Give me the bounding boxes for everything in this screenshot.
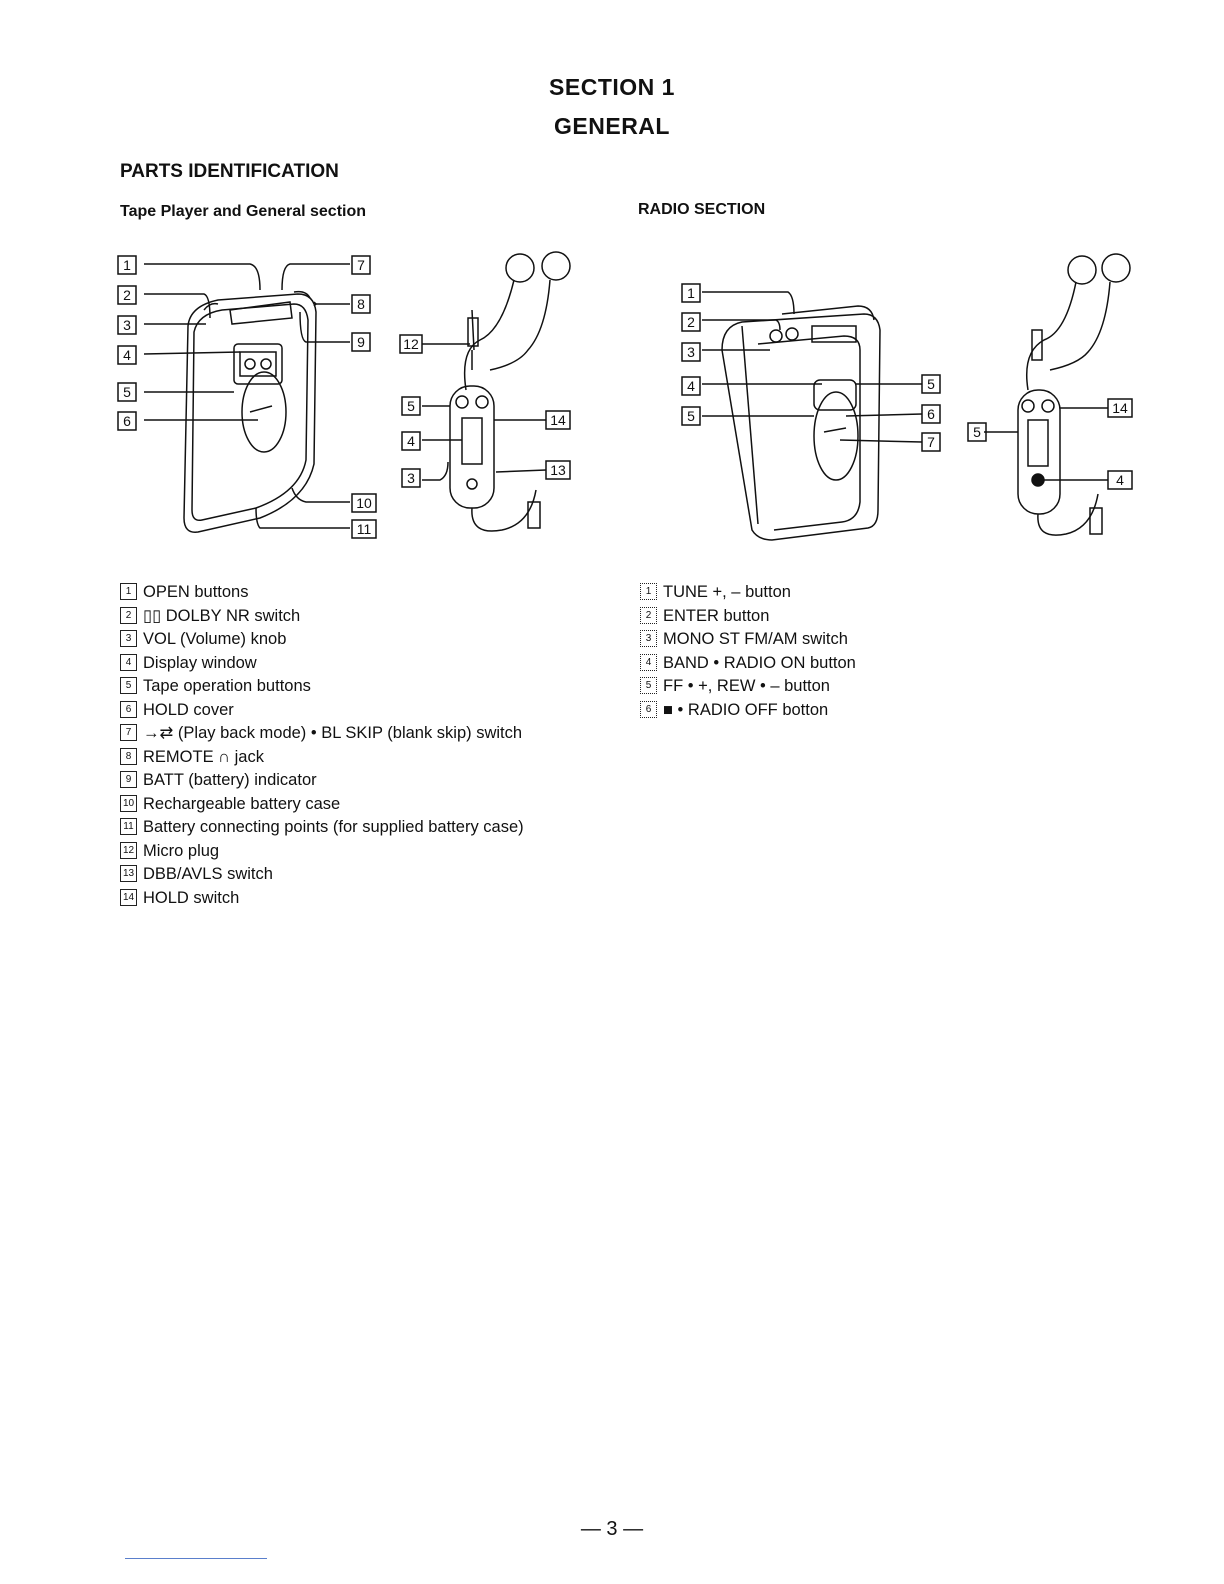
tape-callout-12: 12 (403, 336, 419, 352)
tape-callout-7: 7 (357, 257, 365, 273)
item-label: VOL (Volume) knob (143, 630, 287, 648)
list-item (640, 628, 856, 652)
item-number: 4 (640, 654, 657, 671)
radio-section-heading: RADIO SECTION (638, 201, 766, 218)
list-item (120, 675, 524, 699)
item-number: 2 (640, 607, 657, 624)
tape-callout-3: 3 (123, 317, 131, 333)
item-label: Rechargeable battery case (143, 794, 341, 813)
tape-callout-9: 9 (357, 334, 365, 350)
tape-player-diagram (110, 240, 590, 560)
remote-control-illustration (1018, 390, 1102, 535)
tape-callout-4: 4 (123, 347, 131, 363)
item-number: 14 (120, 889, 137, 906)
list-item (120, 699, 524, 723)
tape-callout-8: 8 (357, 296, 365, 312)
item-number: 3 (120, 630, 137, 647)
list-item (120, 863, 524, 887)
list-item (120, 722, 524, 746)
radio-player-illustration (722, 306, 880, 540)
radio-callout-right-7: 7 (927, 434, 935, 450)
tape-parts-list (120, 581, 524, 910)
earphones-illustration (1027, 254, 1130, 390)
remote-control-illustration (450, 386, 540, 531)
item-label: BATT (battery) indicator (143, 771, 317, 789)
list-item (120, 581, 524, 605)
list-item (120, 769, 524, 793)
tape-callout-5: 5 (123, 384, 131, 400)
item-number: 3 (640, 630, 657, 647)
item-label: ENTER button (663, 606, 770, 625)
radio-callout-14: 14 (1112, 400, 1128, 416)
section-title: GENERAL (554, 113, 670, 139)
item-label: REMOTE ∩ jack (143, 747, 264, 766)
item-number: 6 (640, 701, 657, 718)
item-number: 11 (120, 818, 137, 835)
radio-callout-2: 2 (687, 314, 695, 330)
list-item (640, 581, 856, 605)
item-number: 5 (640, 677, 657, 694)
page-number: — 3 — (580, 1518, 644, 1540)
tape-callout-10: 10 (356, 495, 372, 511)
item-label: OPEN buttons (143, 583, 249, 601)
item-label: TUNE +, – button (663, 583, 791, 601)
item-label: BAND • RADIO ON button (663, 653, 856, 672)
item-label: ▯▯ DOLBY NR switch (143, 606, 301, 625)
item-label: Tape operation buttons (143, 677, 311, 695)
list-item (120, 840, 524, 864)
radio-callout-remote-4: 4 (1116, 472, 1124, 488)
item-number: 2 (120, 607, 137, 624)
item-label: →⇄ (Play back mode) • BL SKIP (blank skip) switch (143, 724, 523, 742)
tape-callout-6: 6 (123, 413, 131, 429)
item-label: Micro plug (143, 841, 220, 860)
earphones-illustration (465, 252, 570, 390)
item-number: 4 (120, 654, 137, 671)
radio-callout-5: 5 (687, 408, 695, 424)
item-label: FF • +, REW • – button (663, 677, 830, 695)
item-label: Display window (143, 653, 257, 672)
item-number: 7 (120, 724, 137, 741)
item-label: HOLD cover (143, 700, 234, 719)
item-label: ■ • RADIO OFF botton (663, 700, 829, 719)
item-number: 1 (640, 583, 657, 600)
tape-callout-1: 1 (123, 257, 131, 273)
item-number: 9 (120, 771, 137, 788)
tape-section-heading: Tape Player and General section (120, 203, 367, 220)
radio-parts-list (640, 581, 856, 722)
parts-identification-heading: PARTS IDENTIFICATION (120, 161, 339, 182)
tape-callout-remote-3: 3 (407, 470, 415, 486)
radio-callout-4: 4 (687, 378, 695, 394)
tape-callout-11: 11 (356, 521, 372, 537)
item-number: 10 (120, 795, 137, 812)
item-label: Battery connecting points (for supplied battery case) (143, 818, 524, 836)
item-number: 13 (120, 865, 137, 882)
list-item (640, 652, 856, 676)
list-item (120, 652, 524, 676)
list-item (120, 746, 524, 770)
item-number: 8 (120, 748, 137, 765)
list-item (640, 699, 856, 723)
list-item (640, 605, 856, 629)
list-item (120, 628, 524, 652)
radio-callout-right-6: 6 (927, 406, 935, 422)
item-number: 5 (120, 677, 137, 694)
item-number: 12 (120, 842, 137, 859)
list-item (120, 605, 524, 629)
radio-diagram (672, 240, 1152, 560)
radio-callout-boxes (682, 284, 1132, 489)
list-item (120, 887, 524, 911)
radio-callout-right-5: 5 (927, 376, 935, 392)
item-number: 6 (120, 701, 137, 718)
tape-callout-remote-4: 4 (407, 433, 415, 449)
item-label: HOLD switch (143, 888, 240, 907)
tape-callout-remote-5: 5 (407, 398, 415, 414)
item-number: 1 (120, 583, 137, 600)
section-number: SECTION 1 (549, 74, 675, 100)
radio-callout-1: 1 (687, 285, 695, 301)
radio-callout-3: 3 (687, 344, 695, 360)
item-label: MONO ST FM/AM switch (663, 630, 848, 648)
list-item (120, 793, 524, 817)
footer-rule (125, 1558, 267, 1559)
tape-callout-2: 2 (123, 287, 131, 303)
list-item (640, 675, 856, 699)
item-label: DBB/AVLS switch (143, 865, 273, 883)
tape-callout-14: 14 (550, 412, 566, 428)
tape-callout-13: 13 (550, 462, 566, 478)
radio-callout-remote-5: 5 (973, 424, 981, 440)
list-item (120, 816, 524, 840)
